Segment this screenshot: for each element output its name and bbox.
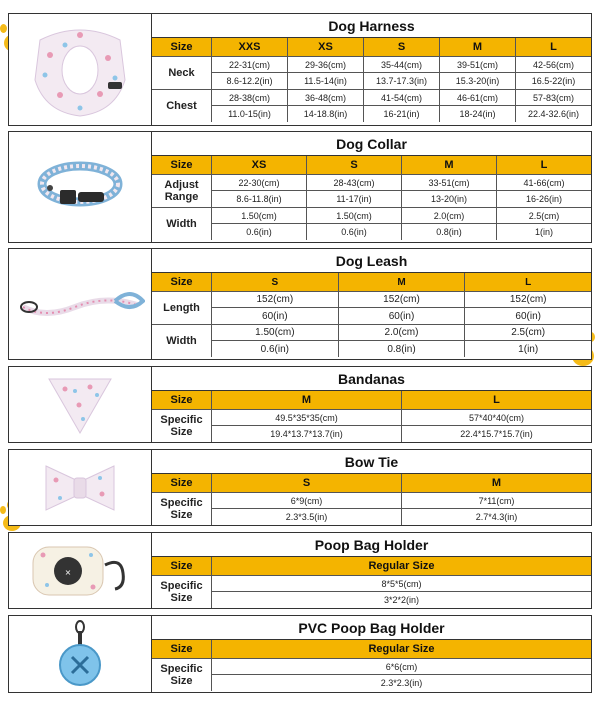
adjust-range-label: Adjust Range (152, 175, 212, 207)
size-header: M (491, 477, 502, 489)
chest-cm: 36-48(cm) (288, 90, 364, 105)
svg-text:×: × (64, 567, 72, 577)
leash-image (9, 249, 152, 359)
width-in: 1(in) (518, 343, 539, 355)
harness-title: Dog Harness (152, 14, 591, 38)
chest-cm: 28-38(cm) (212, 90, 288, 105)
size-header: L (550, 41, 557, 53)
neck-cm: 35-44(cm) (364, 57, 440, 72)
size-label: Size (152, 156, 212, 174)
pvc-holder-image (9, 616, 152, 692)
collar-title: Dog Collar (152, 132, 591, 156)
specific-size-label: Specific Size (152, 659, 212, 691)
spec-cm: 6*6(cm) (385, 661, 418, 672)
width-in: 0.6(in) (307, 224, 402, 240)
spec-cm: 8*5*5(cm) (381, 578, 422, 589)
size-header: M (212, 391, 402, 409)
chest-in: 16-21(in) (364, 106, 440, 122)
collar-section (8, 131, 592, 243)
adjust-cm: 41-66(cm) (523, 177, 565, 188)
harness-image (9, 14, 152, 125)
spec-in: 19.4*13.7*13.7(in) (212, 426, 402, 442)
poop-bag-holder-image (9, 533, 152, 608)
bandana-image (9, 367, 152, 442)
size-label: Size (152, 38, 212, 56)
neck-cm: 29-36(cm) (288, 57, 364, 72)
length-cm: 152(cm) (509, 294, 547, 305)
size-label: Size (152, 474, 212, 492)
width-in: 1(in) (534, 227, 553, 237)
size-label: Size (152, 391, 212, 409)
size-header: S (364, 38, 440, 56)
width-cm: 2.5(cm) (511, 327, 546, 338)
size-header: S (307, 156, 402, 174)
poop-bag-section (8, 532, 592, 609)
adjust-cm: 33-51(cm) (402, 175, 497, 190)
neck-label: Neck (152, 57, 212, 89)
size-header: L (493, 394, 500, 406)
spec-in: 2.3*2.3(in) (380, 678, 423, 688)
size-header: XS (212, 156, 307, 174)
adjust-cm: 28-43(cm) (307, 175, 402, 190)
adjust-in: 13-20(in) (402, 191, 497, 207)
neck-cm: 22-31(cm) (212, 57, 288, 72)
spec-cm: 6*9(cm) (212, 493, 402, 508)
chest-in: 18-24(in) (440, 106, 516, 122)
width-cm: 1.50(cm) (212, 208, 307, 223)
size-header: S (212, 273, 339, 291)
size-label: Size (152, 557, 212, 575)
chest-label: Chest (152, 90, 212, 122)
adjust-cm: 22-30(cm) (212, 175, 307, 190)
chest-cm: 57-83(cm) (532, 92, 574, 103)
size-header: Regular Size (368, 560, 435, 572)
length-in: 60(in) (212, 308, 339, 324)
bowtie-section (8, 449, 592, 526)
size-header: M (402, 156, 497, 174)
size-header: XS (288, 38, 364, 56)
size-header: M (440, 38, 516, 56)
neck-cm: 39-51(cm) (440, 57, 516, 72)
specific-size-label: Specific Size (152, 493, 212, 525)
harness-section (8, 13, 592, 126)
width-in: 0.8(in) (339, 341, 466, 357)
specific-size-label: Specific Size (152, 576, 212, 608)
width-cm: 1.50(cm) (307, 208, 402, 223)
chest-cm: 46-61(cm) (440, 90, 516, 105)
bandanas-section (8, 366, 592, 443)
width-cm: 2.0(cm) (402, 208, 497, 223)
width-cm: 2.0(cm) (339, 325, 466, 340)
adjust-in: 8.6-11.8(in) (212, 191, 307, 207)
chest-in: 11.0-15(in) (212, 106, 288, 122)
neck-in: 11.5-14(in) (288, 73, 364, 89)
neck-in: 16.5-22(in) (531, 76, 576, 86)
width-label: Width (152, 325, 212, 357)
adjust-in: 16-26(in) (525, 194, 563, 204)
size-header: S (212, 474, 402, 492)
width-in: 0.6(in) (212, 224, 307, 240)
chest-cm: 41-54(cm) (364, 90, 440, 105)
spec-in: 22.4*15.7*15.7(in) (460, 429, 533, 439)
specific-size-label: Specific Size (152, 410, 212, 442)
width-in: 0.8(in) (402, 224, 497, 240)
bowtie-image (9, 450, 152, 525)
neck-cm: 42-56(cm) (532, 59, 574, 70)
size-header: M (339, 273, 466, 291)
length-label: Length (152, 292, 212, 324)
chest-in: 14-18.8(in) (288, 106, 364, 122)
spec-in: 3*2*2(in) (383, 595, 420, 605)
leash-section (8, 248, 592, 360)
size-label: Size (152, 640, 212, 658)
size-header: XXS (212, 38, 288, 56)
neck-in: 13.7-17.3(in) (364, 73, 440, 89)
leash-title: Dog Leash (152, 249, 591, 273)
neck-in: 15.3-20(in) (440, 73, 516, 89)
pvc-title: PVC Poop Bag Holder (152, 616, 591, 640)
adjust-in: 11-17(in) (307, 191, 402, 207)
poop-bag-title: Poop Bag Holder (152, 533, 591, 557)
spec-cm: 49.5*35*35(cm) (212, 410, 402, 425)
size-header: Regular Size (368, 643, 435, 655)
pvc-poop-bag-section (8, 615, 592, 693)
spec-cm: 57*40*40(cm) (468, 412, 525, 423)
length-in: 60(in) (339, 308, 466, 324)
bowtie-title: Bow Tie (152, 450, 591, 474)
width-cm: 1.50(cm) (212, 325, 339, 340)
chest-in: 22.4-32.6(in) (527, 109, 580, 119)
spec-in: 2.7*4.3(in) (475, 512, 518, 522)
neck-in: 8.6-12.2(in) (212, 73, 288, 89)
collar-image (9, 132, 152, 242)
width-label: Width (152, 208, 212, 240)
length-in: 60(in) (515, 310, 541, 322)
size-header: L (525, 276, 532, 288)
width-cm: 2.5(cm) (528, 210, 560, 221)
length-cm: 152(cm) (339, 292, 466, 307)
size-header: L (540, 159, 548, 171)
spec-in: 2.3*3.5(in) (212, 509, 402, 525)
width-in: 0.6(in) (212, 341, 339, 357)
size-label: Size (152, 273, 212, 291)
spec-cm: 7*11(cm) (478, 495, 515, 506)
bandanas-title: Bandanas (152, 367, 591, 391)
length-cm: 152(cm) (212, 292, 339, 307)
